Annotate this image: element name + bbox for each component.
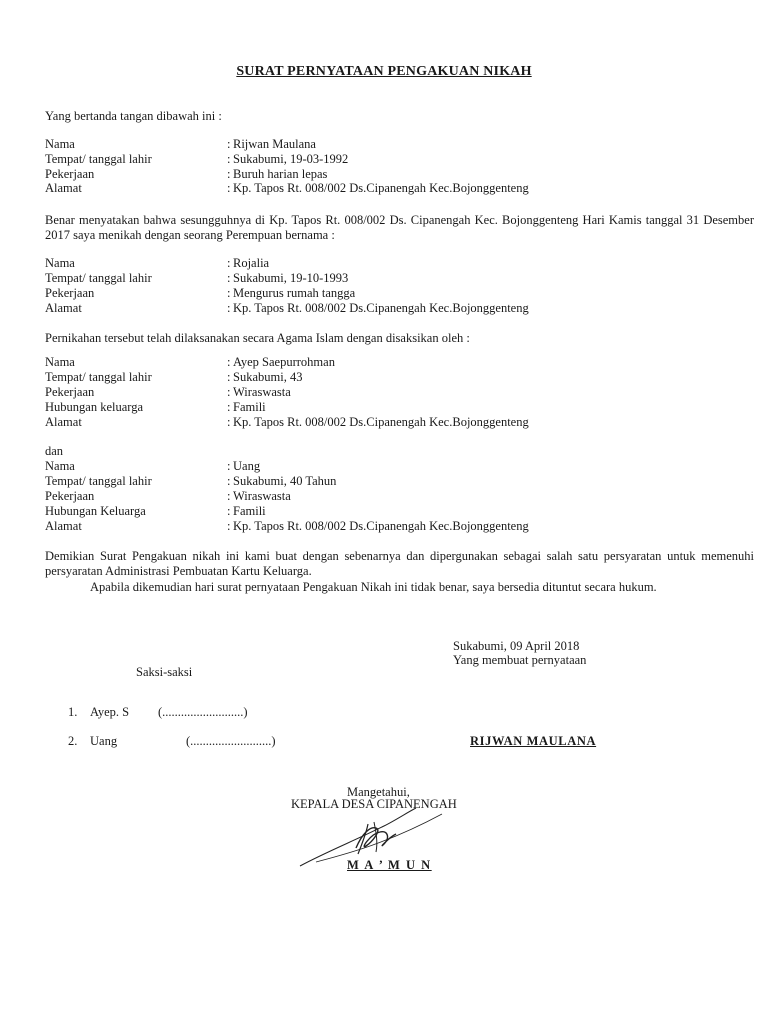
field-label: Nama bbox=[45, 256, 75, 270]
field-label: Pekerjaan bbox=[45, 385, 95, 399]
field-label: Alamat bbox=[45, 301, 82, 315]
field-value: Sukabumi, 19-03-1992 bbox=[233, 152, 349, 166]
signature-blank: (..........................) bbox=[158, 705, 248, 719]
field-label: Nama bbox=[45, 355, 75, 369]
field-label: Pekerjaan bbox=[45, 167, 95, 181]
field-colon: : bbox=[227, 504, 231, 518]
field-value: Sukabumi, 40 Tahun bbox=[233, 474, 337, 488]
field-value: Sukabumi, 43 bbox=[233, 370, 303, 384]
field-colon: : bbox=[227, 519, 231, 533]
field-label: Hubungan keluarga bbox=[45, 400, 144, 414]
field-label: Alamat bbox=[45, 519, 82, 533]
field-value: Rojalia bbox=[233, 256, 270, 270]
field-colon: : bbox=[227, 301, 231, 315]
witness2-birth-row bbox=[45, 474, 735, 489]
witness1-relation-row bbox=[45, 400, 735, 415]
witness1-job-row bbox=[45, 385, 735, 400]
field-value: Wiraswasta bbox=[233, 385, 291, 399]
village-head-title: KEPALA DESA CIPANENGAH bbox=[291, 797, 457, 811]
field-value: Ayep Saepurrohman bbox=[233, 355, 335, 369]
field-value: Mengurus rumah tangga bbox=[233, 286, 356, 300]
field-colon: : bbox=[227, 370, 231, 384]
statement-paragraph: Benar menyatakan bahwa sesungguhnya di Kp. Tapos Rt. 008/002 Ds. Cipanengah Kec. Bojonggenteng Hari Kamis tanggal 31 Desember 2017 saya menikah dengan seorang Perempuan bernama : bbox=[45, 213, 754, 242]
field-colon: : bbox=[227, 286, 231, 300]
witness2-job-row bbox=[45, 489, 735, 504]
witness2-name-row bbox=[45, 459, 735, 474]
spouse-birth-row bbox=[45, 271, 735, 286]
field-label: Tempat/ tanggal lahir bbox=[45, 152, 152, 166]
intro-text: Yang bertanda tangan dibawah ini : bbox=[45, 109, 222, 123]
field-value: Famili bbox=[233, 504, 266, 518]
field-value: Kp. Tapos Rt. 008/002 Ds.Cipanengah Kec.Bojonggenteng bbox=[233, 519, 529, 533]
approval-label: Mangetahui, bbox=[347, 785, 410, 799]
field-label: Pekerjaan bbox=[45, 286, 95, 300]
spouse-job-row bbox=[45, 286, 735, 301]
witness2-address-row bbox=[45, 519, 735, 534]
field-colon: : bbox=[227, 385, 231, 399]
field-colon: : bbox=[227, 489, 231, 503]
list-number: 1. bbox=[68, 705, 78, 719]
witness-sign-name: Ayep. S bbox=[90, 705, 130, 719]
maker-label: Yang membuat pernyataan bbox=[453, 653, 587, 667]
witness1-address-row bbox=[45, 415, 735, 430]
field-label: Nama bbox=[45, 137, 75, 151]
field-label: Tempat/ tanggal lahir bbox=[45, 370, 152, 384]
field-value: Kp. Tapos Rt. 008/002 Ds.Cipanengah Kec.Bojonggenteng bbox=[233, 181, 529, 195]
field-label: Alamat bbox=[45, 181, 82, 195]
field-colon: : bbox=[227, 152, 231, 166]
field-colon: : bbox=[227, 474, 231, 488]
field-colon: : bbox=[227, 355, 231, 369]
witness1-name-row bbox=[45, 355, 735, 370]
village-head-name: M A ’ M U N bbox=[347, 858, 432, 872]
field-colon: : bbox=[227, 167, 231, 181]
field-value: Kp. Tapos Rt. 008/002 Ds.Cipanengah Kec.Bojonggenteng bbox=[233, 301, 529, 315]
field-label: Pekerjaan bbox=[45, 489, 95, 503]
closing-paragraph-1: Demikian Surat Pengakuan nikah ini kami buat dengan sebenarnya dan dipergunakan sebagai salah satu persyaratan untuk memenuhi persyaratan Administrasi Pembuatan Kartu Keluarga. bbox=[45, 549, 754, 578]
field-label: Nama bbox=[45, 459, 75, 473]
witness1-birth-row bbox=[45, 370, 735, 385]
field-value: Wiraswasta bbox=[233, 489, 291, 503]
and-text: dan bbox=[45, 444, 64, 458]
field-value: Uang bbox=[233, 459, 261, 473]
field-colon: : bbox=[227, 256, 231, 270]
place-date: Sukabumi, 09 April 2018 bbox=[453, 639, 580, 653]
signature-blank: (..........................) bbox=[186, 734, 276, 748]
witness-intro-text: Pernikahan tersebut telah dilaksanakan secara Agama Islam dengan disaksikan oleh : bbox=[45, 331, 470, 345]
field-colon: : bbox=[227, 137, 231, 151]
field-value: Sukabumi, 19-10-1993 bbox=[233, 271, 349, 285]
field-colon: : bbox=[227, 459, 231, 473]
declarant-job-row bbox=[45, 167, 735, 182]
document-title: SURAT PERNYATAAN PENGAKUAN NIKAH bbox=[236, 64, 532, 79]
field-value: Kp. Tapos Rt. 008/002 Ds.Cipanengah Kec.Bojonggenteng bbox=[233, 415, 529, 429]
field-colon: : bbox=[227, 400, 231, 414]
field-label: Tempat/ tanggal lahir bbox=[45, 271, 152, 285]
declarant-address-row bbox=[45, 181, 735, 196]
declarant-name-row bbox=[45, 137, 735, 152]
closing-paragraph-2: Apabila dikemudian hari surat pernyataan Pengakuan Nikah ini tidak benar, saya bersedia dituntut secara hukum. bbox=[90, 580, 657, 594]
witness-sign-name: Uang bbox=[90, 734, 118, 748]
field-label: Alamat bbox=[45, 415, 82, 429]
spouse-name-row bbox=[45, 256, 735, 271]
field-colon: : bbox=[227, 415, 231, 429]
field-label: Hubungan Keluarga bbox=[45, 504, 146, 518]
witness2-relation-row bbox=[45, 504, 735, 519]
field-label: Tempat/ tanggal lahir bbox=[45, 474, 152, 488]
field-value: Buruh harian lepas bbox=[233, 167, 328, 181]
spouse-address-row bbox=[45, 301, 735, 316]
field-colon: : bbox=[227, 181, 231, 195]
field-value: Famili bbox=[233, 400, 266, 414]
field-colon: : bbox=[227, 271, 231, 285]
maker-name: RIJWAN MAULANA bbox=[470, 734, 597, 748]
declarant-birth-row bbox=[45, 152, 735, 167]
field-value: Rijwan Maulana bbox=[233, 137, 316, 151]
list-number: 2. bbox=[68, 734, 78, 748]
witnesses-label: Saksi-saksi bbox=[136, 665, 193, 679]
